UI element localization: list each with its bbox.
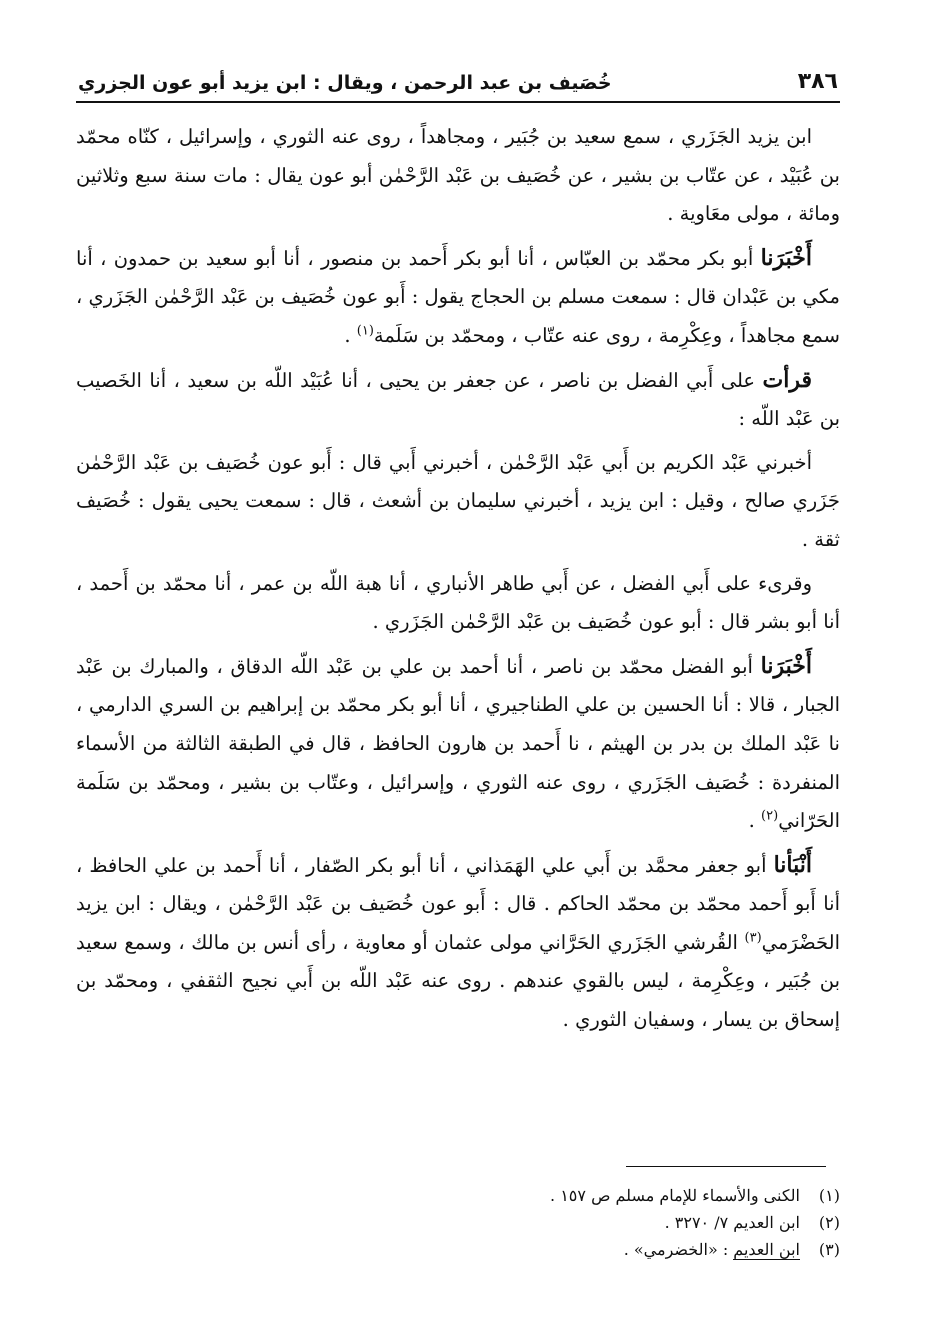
paragraph-text: وقرىء على أَبي الفضل ، عن أَبي طاهر الأنباري ، أنا هبة اللّه بن عمر ، أنا محمّد بن أَحمد ، أنا أبو بشر قال : أبو عون خُصَيف بن عَبْد الرَّحْمٰن الجَزَري . bbox=[76, 571, 840, 634]
paragraph bbox=[76, 565, 840, 642]
footnotes bbox=[380, 1182, 840, 1263]
footnote-separator bbox=[626, 1166, 826, 1167]
paragraph-text: ابن يزيد الجَزَري ، سمع سعيد بن جُبَير ، ومجاهداً ، روى عنه الثوري ، وإسرائيل ، كنّاه محمّد بن عُبَيْد ، عن عتّاب بن بشير ، عن خُصَيف بن عَبْد الرَّحْمٰن أبو عون يقال : مات سنة سبع وثلاثين ومائة ، مولى معَاوية . bbox=[76, 125, 840, 226]
header-rule bbox=[76, 101, 840, 103]
footnote-marker[interactable]: (١) bbox=[356, 323, 374, 339]
paragraph-text: أبو بكر محمّد بن العبّاس ، أنا أبو بكر أَحمد بن منصور ، أنا أبو سعيد بن حمدون ، أنا مكي بن عَبْدان قال : سمعت مسلم بن الحجاج يقول : أَبو عون خُصَيف بن عَبْد الرَّحْمٰن الجَزَري ، سمع مجاهداً ، وعِكْرِمة ، روى عنه عتّاب ، ومحمّد بن سَلَمة bbox=[76, 246, 840, 347]
footnote-number: (٢) bbox=[818, 1213, 840, 1232]
footnote bbox=[380, 1182, 840, 1209]
paragraph bbox=[76, 118, 840, 234]
paragraph bbox=[76, 647, 840, 841]
footnote-text: : «الخضرمي» . bbox=[623, 1240, 734, 1259]
paragraph-tail: . bbox=[344, 323, 357, 347]
paragraph bbox=[76, 239, 840, 356]
narration-keyword: أَنْبَأنا bbox=[773, 851, 812, 878]
main-text bbox=[76, 118, 840, 1045]
paragraph bbox=[76, 361, 840, 439]
footnote-marker[interactable]: (٣) bbox=[744, 930, 762, 946]
paragraph-tail: . bbox=[748, 809, 762, 833]
page-number: ٣٨٦ bbox=[797, 69, 838, 94]
footnote bbox=[380, 1209, 840, 1236]
paragraph-text: أخبرني عَبْد الكريم بن أَبي عَبْد الرَّحْمٰن ، أخبرني أَبي قال : أَبو عون خُصَيف بن عَبْد الرَّحْمٰن جَزَري صالح ، وقيل : ابن يزيد ، أخبرني سليمان بن أشعث ، قال : سمعت يحيى يقول : خُصَيف ثقة . bbox=[76, 450, 840, 551]
footnote bbox=[380, 1236, 840, 1263]
footnote-text: ابن العديم ٧/ ٣٢٧٠ . bbox=[664, 1213, 800, 1232]
footnote-source: ابن العديم bbox=[733, 1240, 800, 1259]
paragraph-text: أبو جعفر محمَّد بن أَبي علي الهَمَذاني ، أنا أبو بكر الصّفار ، أنا أَحمد بن علي الحافظ ، أنا أَبو أَحمد محمّد بن محمّد الحاكم . قال : أَبو عون خُصَيف بن عَبْد الرَّحْمٰن ، ويقال : ابن يزيد الحَضْرَمي bbox=[76, 853, 840, 954]
footnote-marker[interactable]: (٢) bbox=[761, 808, 779, 824]
paragraph bbox=[76, 846, 840, 1040]
narration-keyword: أَخْبَرَنا bbox=[760, 244, 812, 271]
narration-keyword: أَخْبَرَنا bbox=[760, 652, 812, 679]
paragraph bbox=[76, 444, 840, 560]
paragraph-text: أبو الفضل محمّد بن ناصر ، أنا أحمد بن علي بن عَبْد اللّه الدقاق ، والمبارك بن عَبْد الجبار ، قالا : أنا الحسين بن علي الطناجيري ، أنا أبو بكر محمّد بن إبراهيم بن السري الدارمي ، نا عَبْد الملك بن بدر بن الهيثم ، نا أَحمد بن هارون الحافظ ، قال في الطبقة الثالثة من الأسماء المنفردة : خُصَيف الجَزَري ، روى عنه الثوري ، وإسرائيل ، وعتّاب بن بشير ، ومحمّد بن سَلَمة الحَرّاني bbox=[76, 654, 840, 833]
paragraph-text: على أَبي الفضل بن ناصر ، عن جعفر بن يحيى ، أنا عُبَيْد اللّه بن سعيد ، أنا الخَصيب بن عَبْد اللّه : bbox=[76, 368, 840, 431]
running-title: خُصَيف بن عبد الرحمن ، ويقال : ابن يزيد أبو عون الجزري bbox=[78, 72, 612, 94]
footnote-text: الكنى والأسماء للإمام مسلم ص ١٥٧ . bbox=[550, 1186, 800, 1205]
footnote-number: (١) bbox=[818, 1186, 840, 1205]
paragraph-tail: القُرشي الجَزَري الحَرَّاني مولى عثمان أو معاوية ، رأى أنس بن مالك ، وسمع سعيد بن جُبَير ، وعِكْرِمة ، ليس بالقوي عندهم . روى عنه عَبْد اللّه بن أَبي نجيح الثقفي ، ومحمّد بن إسحاق بن يسار ، وسفيان الثوري . bbox=[76, 930, 840, 1032]
page-header bbox=[78, 58, 838, 94]
footnote-number: (٣) bbox=[818, 1240, 840, 1259]
narration-keyword: قرأت bbox=[762, 366, 812, 393]
